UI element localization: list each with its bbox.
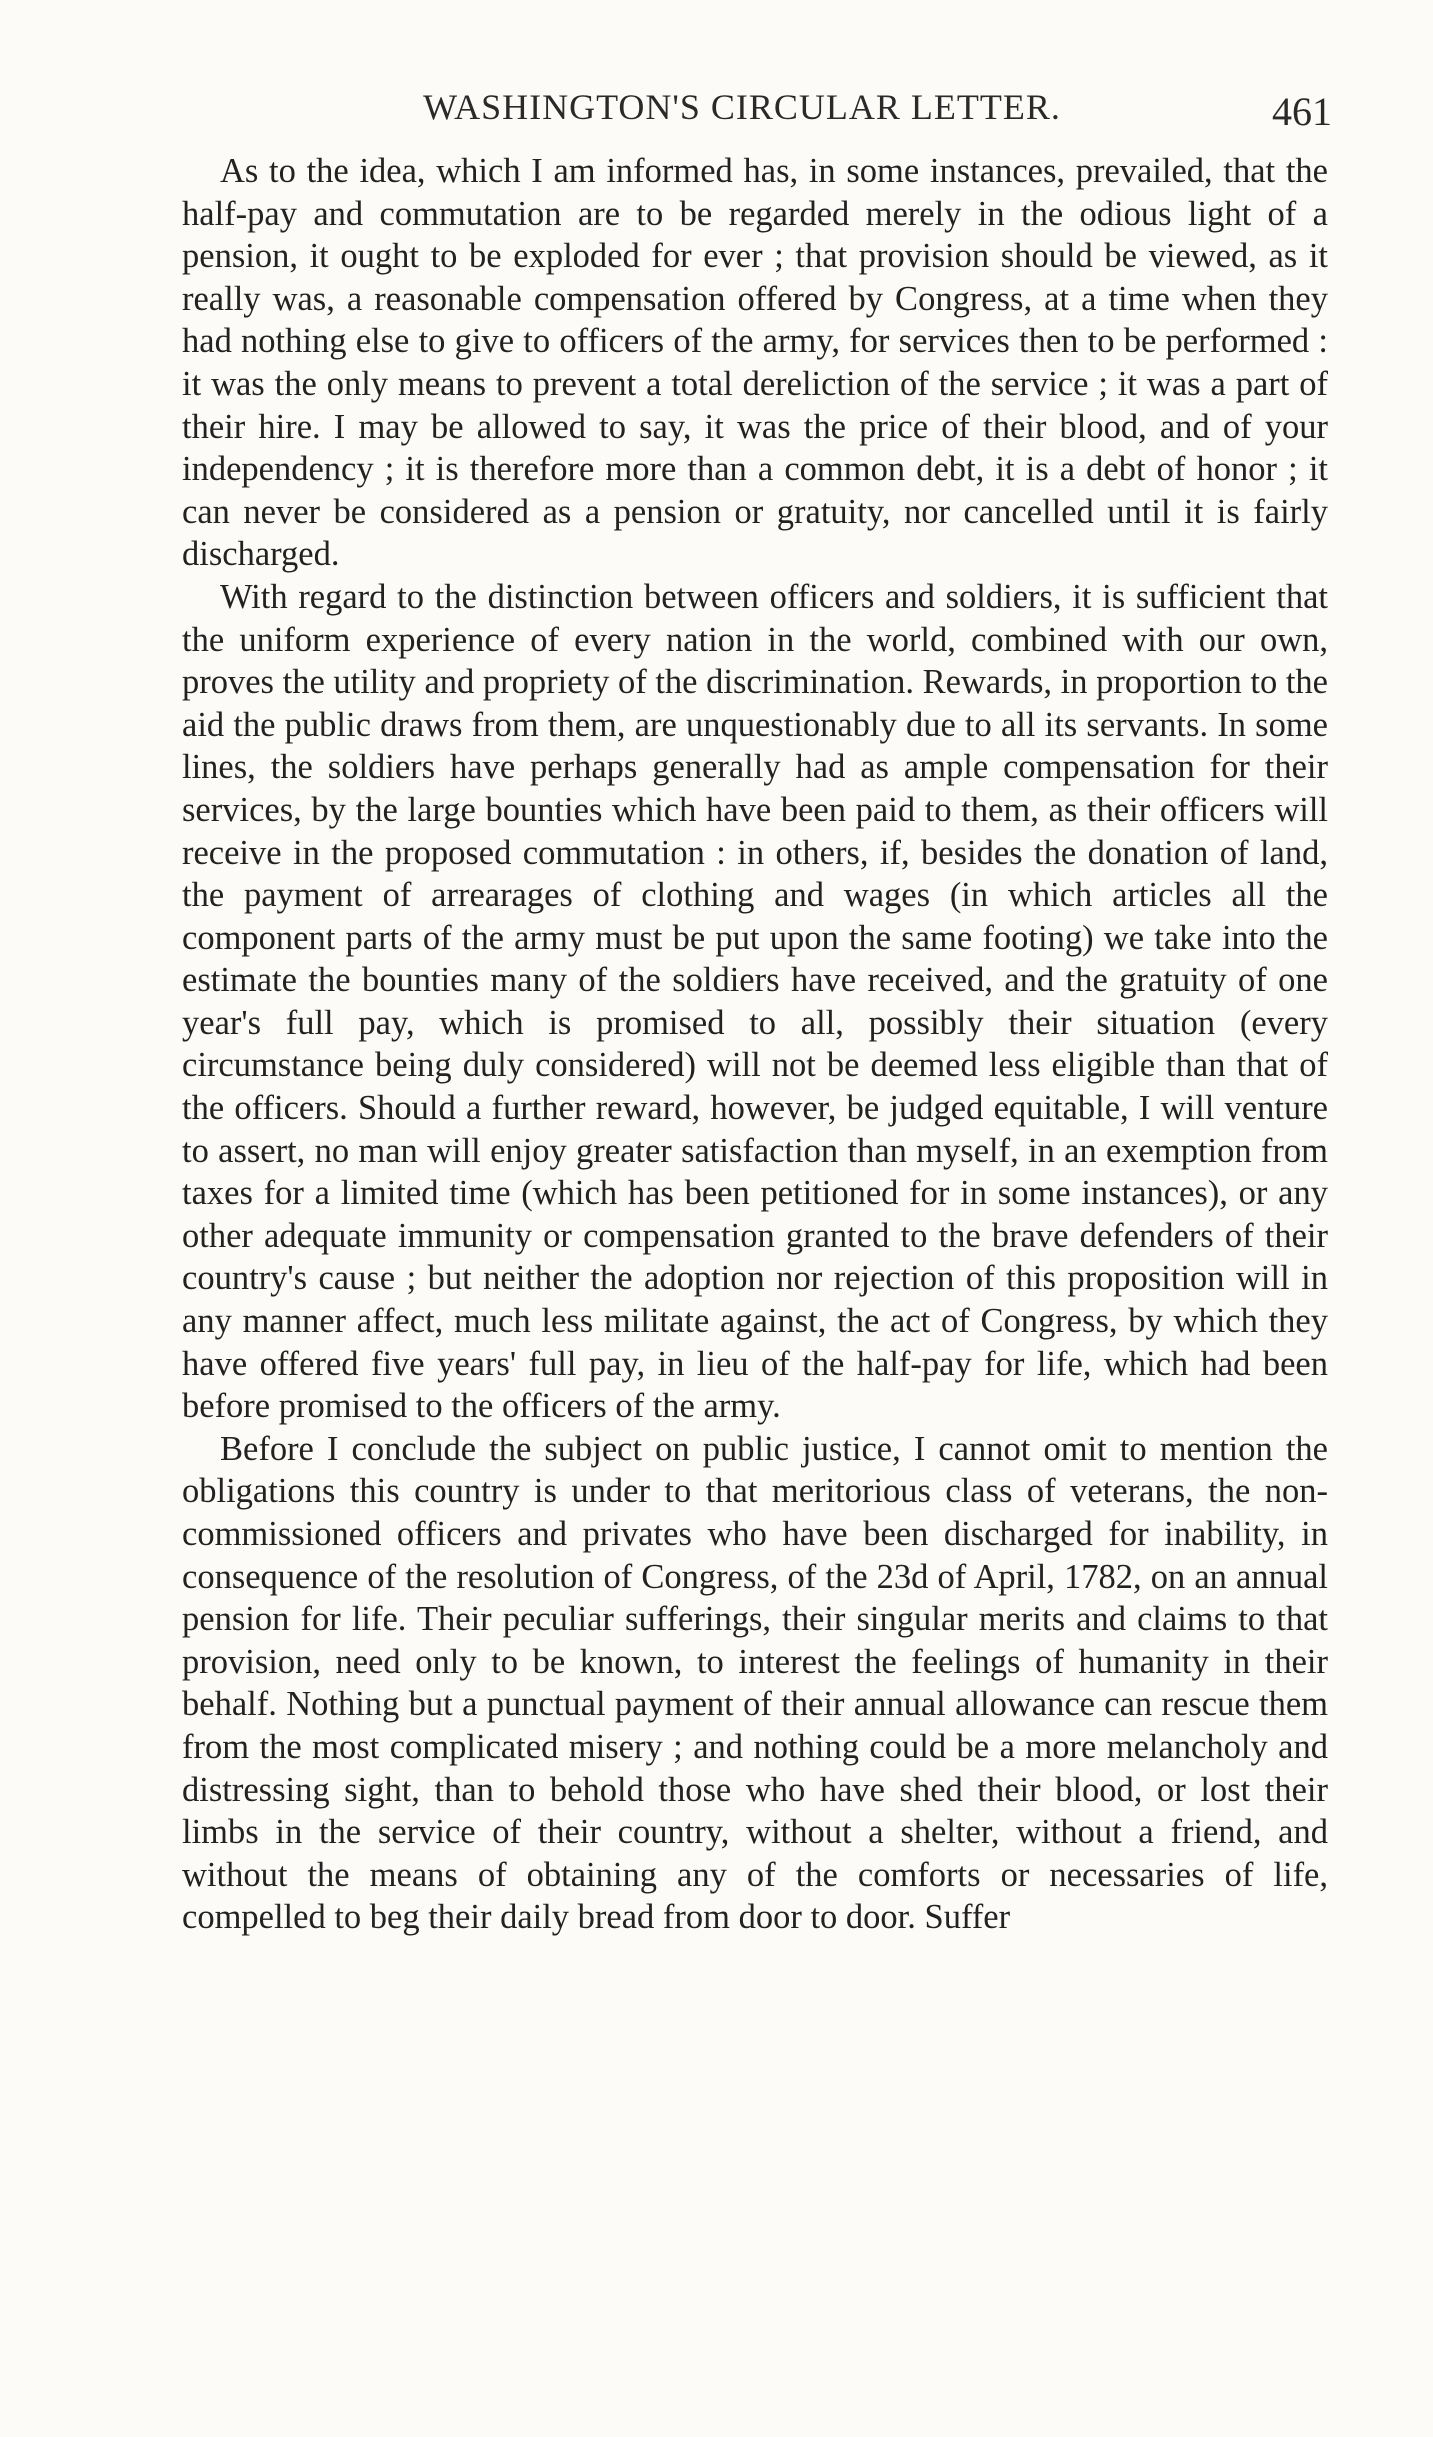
paragraph-officers-soldiers: With regard to the distinction between officers and soldiers, it is sufficient that the uniform experience of every nation in the world, combined with our own, proves the utility and propriety of the discrimination. Rewards, in proportion to the aid the public draws from them, are unquestionably due to all its servants. In some lines, the soldiers have perhaps generally had as ample compensation for their services, by the large bounties which have been paid to them, as their officers will receive in the proposed commutation : in others, if, besides the donation of land, the payment of arrearages of clothing and wages (in which articles all the component parts of the army must be put upon the same footing) we take into the estimate the bounties many of the soldiers have received, and the gratuity of one year's full pay, which is promised to all, possibly their situation (every circumstance being duly considered) will not be deemed less eligible than that of the officers. Should a further reward, however, be judged equitable, I will venture to assert, no man will enjoy greater satisfaction than myself, in an exemption from taxes for a limited time (which has been petitioned for in some instances), or any other adequate immunity or compensation granted to the brave defenders of their country's cause ; but neither the adoption nor rejection of this proposition will in any manner affect, much less militate against, the act of Congress, by which they have offered five years' full pay, in lieu of the half-pay for life, which had been before promised to the officers of the army.: [182, 577, 1328, 1426]
page-header: [182, 82, 1332, 142]
paragraph-half-pay: As to the idea, which I am informed has, in some instances, prevailed, that the half-pay and commutation are to be regarded merely in the odious light of a pension, it ought to be exploded for ever ; that provision should be viewed, as it really was, a reasonable compensation offered by Congress, at a time when they had nothing else to give to officers of the army, for services then to be performed : it was the only means to prevent a total dereliction of the service ; it was a part of their hire. I may be allowed to say, it was the price of their blood, and of your independency ; it is therefore more than a common debt, it is a debt of honor ; it can never be considered as a pension or gratuity, nor cancelled until it is fairly discharged.: [182, 152, 1328, 574]
body-text: [182, 150, 1328, 1939]
page-number: 461: [1272, 89, 1332, 134]
running-head: WASHINGTON'S CIRCULAR LETTER.: [423, 87, 1061, 127]
paragraph-veterans: Before I conclude the subject on public justice, I cannot omit to mention the obligations this country is under to that meritorious class of veterans, the non-commissioned officers and privates who have been discharged for inability, in consequence of the resolution of Congress, of the 23d of April, 1782, on an annual pension for life. Their peculiar sufferings, their singular merits and claims to that provision, need only to be known, to interest the feelings of humanity in their behalf. Nothing but a punctual payment of their annual allowance can rescue them from the most complicated misery ; and nothing could be a more melancholy and distressing sight, than to behold those who have shed their blood, or lost their limbs in the service of their country, without a shelter, without a friend, and without the means of obtaining any of the comforts or necessaries of life, compelled to beg their daily bread from door to door. Suffer: [182, 1429, 1328, 1937]
